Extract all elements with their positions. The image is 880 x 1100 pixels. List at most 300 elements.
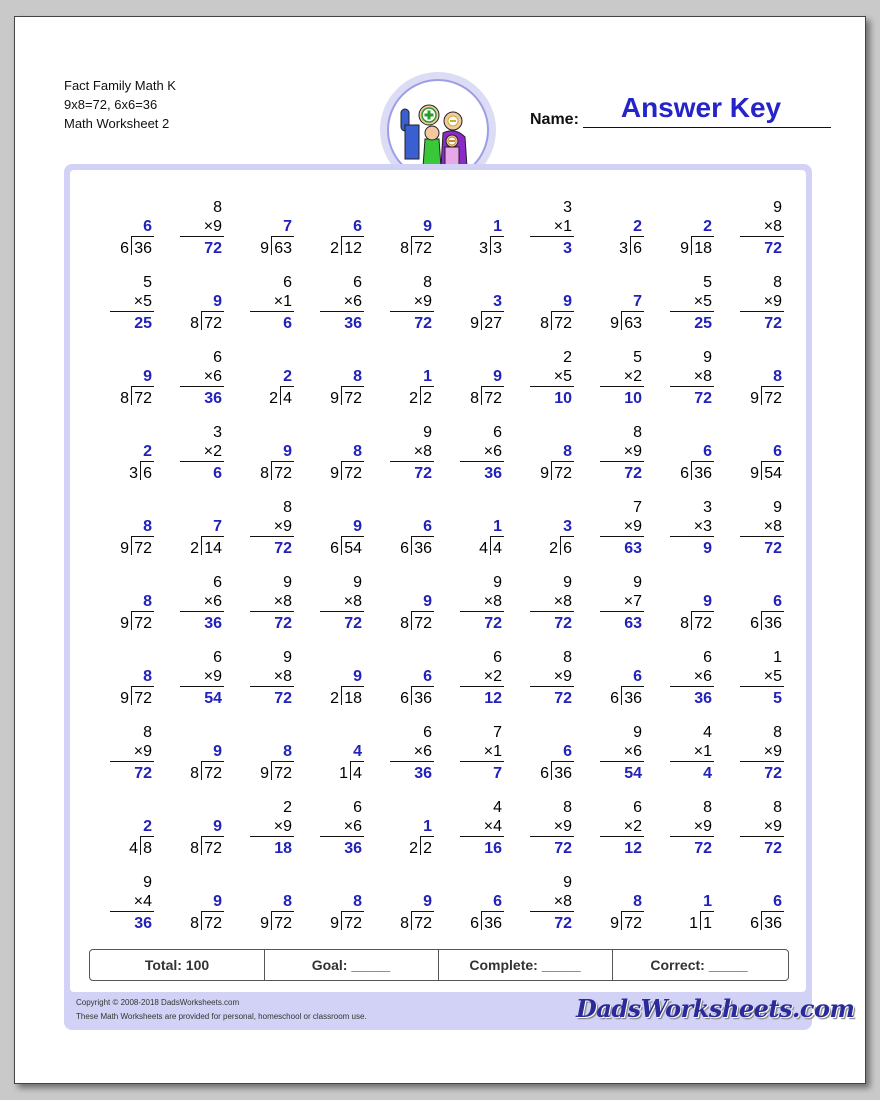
multiplication-problem <box>502 573 572 648</box>
multiplier: ×5 <box>763 668 782 685</box>
division-problem <box>82 498 152 573</box>
multiplication-problem <box>292 573 362 648</box>
quotient-answer: 8 <box>283 893 292 910</box>
product-line <box>250 836 294 837</box>
product-answer: 72 <box>554 840 572 857</box>
product-answer: 16 <box>484 840 502 857</box>
quotient-answer: 2 <box>143 443 152 460</box>
quotient-answer: 6 <box>353 218 362 235</box>
quotient-answer: 2 <box>633 218 642 235</box>
multiplicand: 9 <box>633 574 642 591</box>
multiplicand: 6 <box>213 649 222 666</box>
divisor: 3 <box>619 240 628 257</box>
product-answer: 72 <box>274 540 292 557</box>
multiplier: ×8 <box>273 593 292 610</box>
division-problem <box>222 198 292 273</box>
division-problem <box>502 423 572 498</box>
product-answer: 72 <box>274 615 292 632</box>
product-answer: 36 <box>204 615 222 632</box>
dividend: 72 <box>274 765 292 782</box>
answer-key-title: Answer Key <box>620 92 782 123</box>
multiplication-problem <box>572 423 642 498</box>
division-problem <box>152 723 222 798</box>
product-answer: 72 <box>764 765 782 782</box>
multiplication-problem <box>502 648 572 723</box>
product-line <box>460 686 504 687</box>
division-bracket-top <box>412 536 434 537</box>
quotient-answer: 9 <box>423 593 432 610</box>
multiplication-problem <box>712 648 782 723</box>
multiplicand: 9 <box>143 874 152 891</box>
product-line <box>460 761 504 762</box>
multiplicand: 9 <box>633 724 642 741</box>
divisor: 6 <box>610 690 619 707</box>
dividend: 6 <box>143 465 152 482</box>
multiplication-problem <box>432 798 502 873</box>
divisor: 2 <box>190 540 199 557</box>
multiplication-problem <box>712 198 782 273</box>
quotient-answer: 9 <box>143 368 152 385</box>
product-line <box>460 611 504 612</box>
product-line <box>320 611 364 612</box>
divisor: 8 <box>120 390 129 407</box>
multiplication-problem <box>362 273 432 348</box>
dividend: 2 <box>423 840 432 857</box>
product-line <box>600 536 644 537</box>
product-line <box>600 611 644 612</box>
multiplier: ×6 <box>343 818 362 835</box>
dividend: 63 <box>274 240 292 257</box>
multiplier: ×7 <box>623 593 642 610</box>
quotient-answer: 9 <box>213 893 222 910</box>
product-line <box>530 611 574 612</box>
division-problem <box>292 498 362 573</box>
product-line <box>600 386 644 387</box>
product-line <box>250 686 294 687</box>
division-bracket-top <box>132 536 154 537</box>
product-answer: 12 <box>484 690 502 707</box>
dividend: 14 <box>204 540 222 557</box>
division-problem <box>432 273 502 348</box>
divisor: 1 <box>339 765 348 782</box>
product-line <box>530 236 574 237</box>
quotient-answer: 2 <box>283 368 292 385</box>
product-line <box>460 836 504 837</box>
quotient-answer: 6 <box>633 668 642 685</box>
multiplicand: 4 <box>703 724 712 741</box>
quotient-answer: 6 <box>143 218 152 235</box>
division-problem <box>152 498 222 573</box>
complete-field: Complete: _____ <box>469 957 581 973</box>
multiplication-problem <box>712 798 782 873</box>
division-problem <box>82 348 152 423</box>
multiplicand: 1 <box>773 649 782 666</box>
division-bracket-top <box>762 461 784 462</box>
product-line <box>180 461 224 462</box>
multiplier: ×8 <box>273 668 292 685</box>
multiplicand: 5 <box>703 274 712 291</box>
dividend: 72 <box>554 465 572 482</box>
problems-grid <box>70 170 806 992</box>
multiplicand: 9 <box>353 574 362 591</box>
product-line <box>530 386 574 387</box>
division-bracket-top <box>342 686 364 687</box>
multiplier: ×6 <box>483 443 502 460</box>
dividend: 4 <box>493 540 502 557</box>
multiplication-problem <box>222 648 292 723</box>
division-bracket-top <box>132 611 154 612</box>
dividend: 36 <box>554 765 572 782</box>
multiplication-problem <box>222 798 292 873</box>
dividend: 36 <box>484 915 502 932</box>
multiplier: ×9 <box>763 818 782 835</box>
multiplication-problem <box>712 498 782 573</box>
multiplication-problem <box>292 798 362 873</box>
divisor: 6 <box>470 915 479 932</box>
division-problem <box>82 798 152 873</box>
divisor: 9 <box>750 390 759 407</box>
divisor: 6 <box>330 540 339 557</box>
divisor: 8 <box>470 390 479 407</box>
product-answer: 36 <box>134 915 152 932</box>
quotient-answer: 7 <box>213 518 222 535</box>
multiplier: ×1 <box>693 743 712 760</box>
product-answer: 25 <box>694 315 712 332</box>
multiplier: ×9 <box>133 743 152 760</box>
multiplication-problem <box>222 273 292 348</box>
product-line <box>600 836 644 837</box>
score-box <box>89 949 789 981</box>
quotient-answer: 6 <box>423 518 432 535</box>
quotient-answer: 9 <box>563 293 572 310</box>
dividend: 18 <box>694 240 712 257</box>
multiplier: ×2 <box>623 368 642 385</box>
dividend: 72 <box>134 615 152 632</box>
division-problem <box>82 198 152 273</box>
dividend: 36 <box>414 540 432 557</box>
divisor: 8 <box>190 765 199 782</box>
division-problem <box>572 273 642 348</box>
multiplication-problem <box>572 723 642 798</box>
product-answer: 25 <box>134 315 152 332</box>
quotient-answer: 8 <box>773 368 782 385</box>
dividend: 72 <box>274 465 292 482</box>
division-problem <box>362 498 432 573</box>
quotient-answer: 2 <box>143 818 152 835</box>
quotient-answer: 8 <box>283 743 292 760</box>
multiplier: ×1 <box>483 743 502 760</box>
multiplicand: 9 <box>423 424 432 441</box>
division-bracket-top <box>342 536 364 537</box>
quotient-answer: 1 <box>703 893 712 910</box>
dividend: 72 <box>414 615 432 632</box>
dividend: 72 <box>134 540 152 557</box>
product-answer: 10 <box>624 390 642 407</box>
multiplier: ×9 <box>553 818 572 835</box>
dividend: 72 <box>694 615 712 632</box>
multiplication-problem <box>572 573 642 648</box>
division-bracket-top <box>272 761 294 762</box>
multiplicand: 2 <box>283 799 292 816</box>
quotient-answer: 8 <box>353 893 362 910</box>
division-problem <box>572 873 642 948</box>
multiplication-problem <box>82 873 152 948</box>
multiplication-problem <box>572 348 642 423</box>
quotient-answer: 8 <box>353 368 362 385</box>
divisor: 9 <box>610 915 619 932</box>
multiplier: ×9 <box>763 293 782 310</box>
multiplicand: 5 <box>633 349 642 366</box>
division-problem <box>82 573 152 648</box>
quotient-answer: 9 <box>213 818 222 835</box>
division-bracket-top <box>202 311 224 312</box>
multiplier: ×6 <box>343 293 362 310</box>
product-answer: 12 <box>624 840 642 857</box>
divisor: 2 <box>549 540 558 557</box>
problems-panel <box>64 164 855 1030</box>
division-bracket-top <box>342 236 364 237</box>
multiplication-problem <box>712 273 782 348</box>
divisor: 9 <box>610 315 619 332</box>
product-answer: 72 <box>484 615 502 632</box>
division-bracket-top <box>552 311 574 312</box>
product-line <box>180 386 224 387</box>
product-answer: 18 <box>274 840 292 857</box>
product-answer: 54 <box>204 690 222 707</box>
division-problem <box>432 198 502 273</box>
multiplier: ×2 <box>203 443 222 460</box>
multiplier: ×2 <box>483 668 502 685</box>
dividend: 36 <box>764 615 782 632</box>
quotient-answer: 1 <box>423 368 432 385</box>
multiplicand: 8 <box>773 724 782 741</box>
division-bracket-top <box>202 761 224 762</box>
multiplier: ×8 <box>693 368 712 385</box>
multiplier: ×9 <box>203 668 222 685</box>
product-line <box>530 686 574 687</box>
division-problem <box>502 498 572 573</box>
product-line <box>530 911 574 912</box>
multiplicand: 6 <box>213 349 222 366</box>
divisor: 6 <box>680 465 689 482</box>
division-bracket-top <box>412 911 434 912</box>
multiplier: ×5 <box>133 293 152 310</box>
divisor: 8 <box>400 915 409 932</box>
product-answer: 72 <box>204 240 222 257</box>
multiplicand: 5 <box>143 274 152 291</box>
division-bracket-top <box>482 911 504 912</box>
product-line <box>390 461 434 462</box>
product-line <box>670 686 714 687</box>
divisor: 8 <box>260 465 269 482</box>
division-problem <box>502 723 572 798</box>
multiplicand: 9 <box>283 574 292 591</box>
product-line <box>670 761 714 762</box>
multiplicand: 4 <box>493 799 502 816</box>
division-problem <box>152 873 222 948</box>
dividend: 36 <box>624 690 642 707</box>
division-problem <box>362 798 432 873</box>
product-answer: 36 <box>484 465 502 482</box>
product-answer: 72 <box>764 540 782 557</box>
multiplier: ×8 <box>343 593 362 610</box>
dividend: 72 <box>554 315 572 332</box>
multiplication-problem <box>502 873 572 948</box>
quotient-answer: 6 <box>493 893 502 910</box>
dividend: 72 <box>414 915 432 932</box>
multiplier: ×9 <box>273 518 292 535</box>
multiplicand: 7 <box>493 724 502 741</box>
divisor: 9 <box>750 465 759 482</box>
division-bracket-top <box>692 236 714 237</box>
division-problem <box>152 798 222 873</box>
division-problem <box>82 648 152 723</box>
multiplication-problem <box>222 573 292 648</box>
multiplicand: 8 <box>563 649 572 666</box>
multiplicand: 6 <box>423 724 432 741</box>
quotient-answer: 8 <box>143 668 152 685</box>
division-problem <box>152 273 222 348</box>
divisor: 3 <box>479 240 488 257</box>
division-bracket-top <box>622 911 644 912</box>
product-line <box>740 536 784 537</box>
product-answer: 3 <box>563 240 572 257</box>
product-line <box>250 611 294 612</box>
multiplicand: 6 <box>353 799 362 816</box>
product-answer: 7 <box>493 765 502 782</box>
quotient-answer: 1 <box>493 218 502 235</box>
multiplicand: 3 <box>703 499 712 516</box>
division-problem <box>292 348 362 423</box>
division-bracket-top <box>342 461 364 462</box>
division-bracket-top <box>202 836 224 837</box>
quotient-answer: 6 <box>423 668 432 685</box>
multiplication-problem <box>642 648 712 723</box>
quotient-answer: 3 <box>563 518 572 535</box>
multiplication-problem <box>432 423 502 498</box>
quotient-answer: 4 <box>353 743 362 760</box>
product-answer: 72 <box>624 465 642 482</box>
quotient-answer: 8 <box>633 893 642 910</box>
multiplier: ×4 <box>133 893 152 910</box>
quotient-answer: 8 <box>143 593 152 610</box>
total-count: Total: 100 <box>144 957 210 973</box>
divisor: 8 <box>190 315 199 332</box>
product-answer: 5 <box>773 690 782 707</box>
multiplicand: 3 <box>213 424 222 441</box>
divisor: 6 <box>400 690 409 707</box>
divisor: 9 <box>330 915 339 932</box>
multiplication-problem <box>642 273 712 348</box>
division-problem <box>292 873 362 948</box>
division-bracket-top <box>622 686 644 687</box>
dividend: 4 <box>353 765 362 782</box>
multiplicand: 9 <box>493 574 502 591</box>
quotient-answer: 1 <box>493 518 502 535</box>
product-answer: 36 <box>414 765 432 782</box>
division-problem <box>362 648 432 723</box>
product-line <box>180 611 224 612</box>
name-label: Name: <box>530 111 579 128</box>
quotient-answer: 6 <box>773 443 782 460</box>
multiplier: ×6 <box>413 743 432 760</box>
product-answer: 72 <box>274 690 292 707</box>
multiplier: ×5 <box>553 368 572 385</box>
product-answer: 72 <box>764 240 782 257</box>
quotient-answer: 8 <box>143 518 152 535</box>
product-line <box>250 536 294 537</box>
multiplier: ×9 <box>623 443 642 460</box>
multiplier: ×9 <box>553 668 572 685</box>
product-answer: 72 <box>414 315 432 332</box>
product-answer: 72 <box>414 465 432 482</box>
multiplication-problem <box>502 798 572 873</box>
goal-field: Goal: _____ <box>311 957 391 973</box>
product-answer: 72 <box>764 315 782 332</box>
divisor: 6 <box>750 915 759 932</box>
product-line <box>670 386 714 387</box>
multiplication-problem <box>432 573 502 648</box>
divisor: 9 <box>330 390 339 407</box>
dividend: 54 <box>344 540 362 557</box>
product-answer: 72 <box>694 390 712 407</box>
dividend: 72 <box>204 765 222 782</box>
product-line <box>110 761 154 762</box>
product-line <box>740 836 784 837</box>
divisor: 6 <box>400 540 409 557</box>
name-line <box>583 127 831 128</box>
division-bracket-top <box>552 761 574 762</box>
product-answer: 36 <box>344 315 362 332</box>
division-bracket-top <box>412 686 434 687</box>
multiplier: ×8 <box>553 893 572 910</box>
quotient-answer: 9 <box>493 368 502 385</box>
divisor: 1 <box>689 915 698 932</box>
multiplier: ×8 <box>763 518 782 535</box>
division-problem <box>222 873 292 948</box>
multiplication-problem <box>152 198 222 273</box>
multiplicand: 9 <box>773 199 782 216</box>
multiplication-problem <box>82 723 152 798</box>
product-line <box>460 461 504 462</box>
product-line <box>600 461 644 462</box>
dividend: 72 <box>204 840 222 857</box>
multiplier: ×8 <box>413 443 432 460</box>
multiplicand: 9 <box>283 649 292 666</box>
correct-field: Correct: _____ <box>650 957 748 973</box>
multiplication-problem <box>572 798 642 873</box>
product-answer: 36 <box>694 690 712 707</box>
dividend: 72 <box>624 915 642 932</box>
quotient-answer: 6 <box>773 893 782 910</box>
multiplication-problem <box>362 423 432 498</box>
multiplication-problem <box>502 348 572 423</box>
dividend: 36 <box>694 465 712 482</box>
product-line <box>670 311 714 312</box>
division-bracket-top <box>132 686 154 687</box>
dividend: 27 <box>484 315 502 332</box>
multiplicand: 8 <box>213 199 222 216</box>
division-problem <box>292 648 362 723</box>
worksheet-number: Math Worksheet 2 <box>64 116 170 131</box>
division-problem <box>642 423 712 498</box>
multiplicand: 8 <box>773 799 782 816</box>
division-problem <box>292 723 362 798</box>
brand-logo: DadsWorksheets.com <box>576 994 855 1023</box>
dividend: 72 <box>344 465 362 482</box>
multiplicand: 6 <box>213 574 222 591</box>
multiplier: ×9 <box>203 218 222 235</box>
